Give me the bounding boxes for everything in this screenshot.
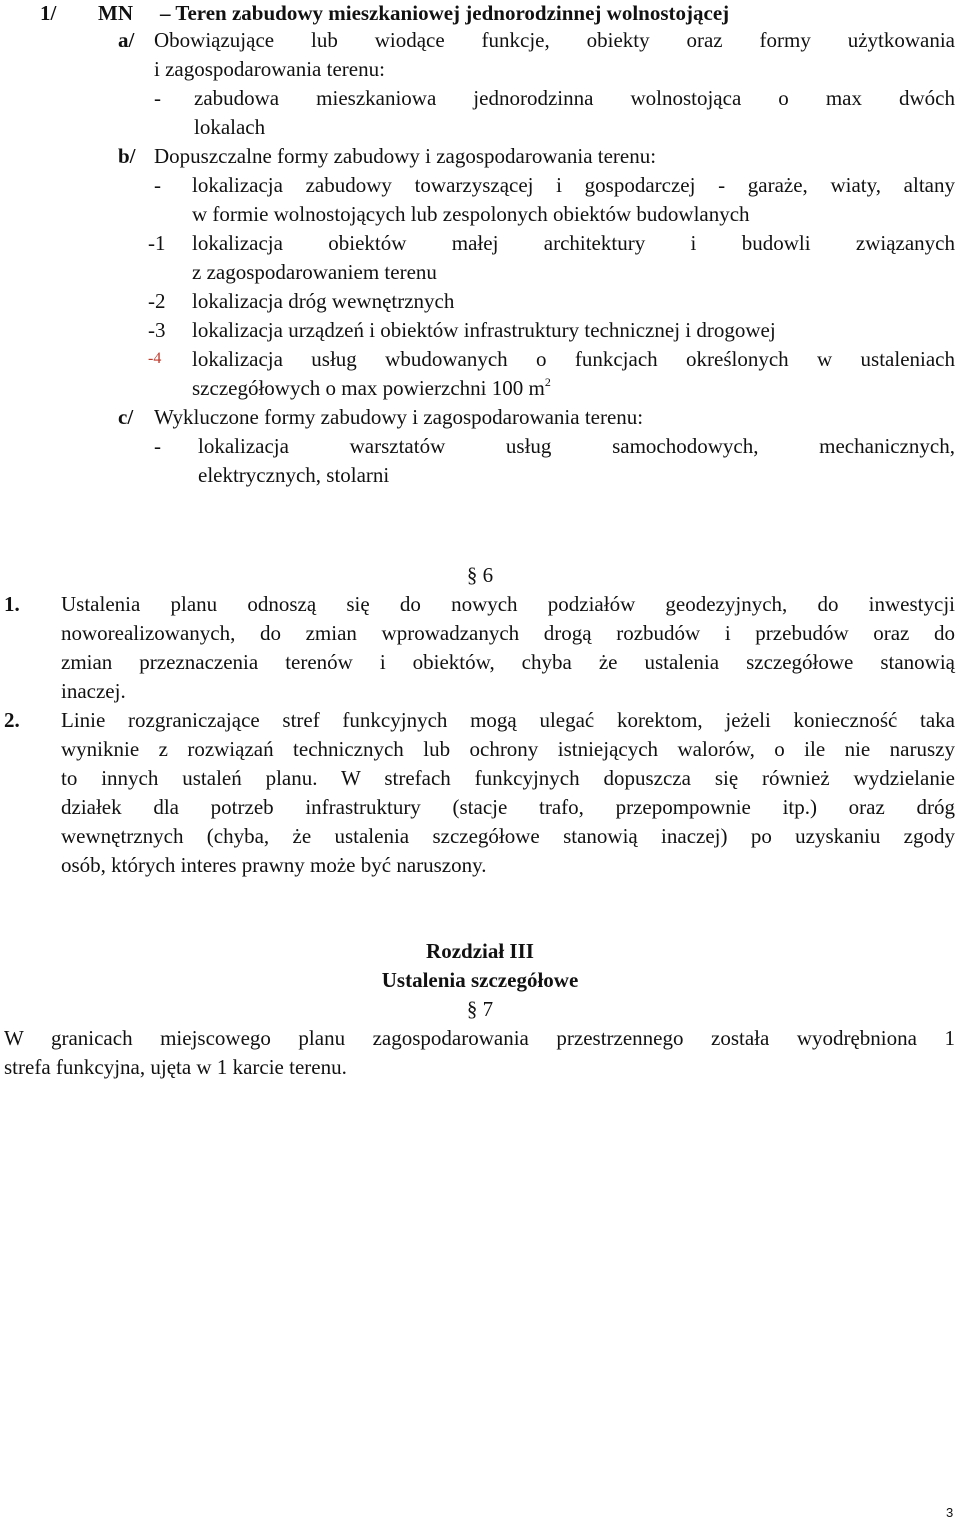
section-b-item-line1: lokalizacja obiektów małej architektury i budowli związanych (192, 231, 955, 255)
section-a-item-dash: - (154, 86, 161, 110)
zone-number: 1/ (40, 1, 57, 25)
section-b-item-marker: -1 (148, 231, 166, 255)
section-b-marker: b/ (118, 144, 136, 168)
section-b-item-marker: - (154, 173, 161, 197)
section-b-item-line2-text: szczegółowych o max powierzchni 100 m (192, 376, 545, 400)
paragraph-7-heading: § 7 (466, 997, 494, 1021)
page-number: 3 (946, 1505, 954, 1520)
section-b-item-line2 (192, 375, 551, 401)
zone-title: – Teren zabudowy mieszkaniowej jednorodzinnej wolnostojącej (160, 1, 730, 25)
section-b-heading: Dopuszczalne formy zabudowy i zagospodarowania terenu: (154, 144, 657, 168)
superscript-2: 2 (544, 375, 551, 389)
paragraph-6-point-2-line: Linie rozgraniczające stref funkcyjnych mogą ulegać korektom, jeżeli konieczność taka (61, 708, 955, 732)
section-b-item-line2: z zagospodarowaniem terenu (192, 260, 437, 284)
section-b-item-marker: -3 (148, 318, 166, 342)
section-a-marker: a/ (118, 28, 135, 52)
section-c-marker: c/ (118, 405, 134, 429)
section-c-item-line2: elektrycznych, stolarni (198, 463, 390, 487)
paragraph-6-point-1-line: Ustalenia planu odnoszą się do nowych podziałów geodezyjnych, do inwestycji (61, 592, 955, 616)
paragraph-6-point-1-line: inaczej. (61, 679, 126, 703)
paragraph-6-point-1-number: 1. (4, 592, 20, 616)
chapter-text-line1: W granicach miejscowego planu zagospodarowania przestrzennego została wyodrębniona 1 (4, 1026, 955, 1050)
section-b-item-line2: w formie wolnostojących lub zespolonych obiektów budowlanych (192, 202, 750, 226)
paragraph-6-point-1-line: zmian przeznaczenia terenów i obiektów, chyba że ustalenia szczegółowe stanowią (61, 650, 955, 674)
paragraph-6-point-2-number: 2. (4, 708, 20, 732)
section-c-heading: Wykluczone formy zabudowy i zagospodarowania terenu: (154, 405, 644, 429)
paragraph-6-point-2-line: to innych ustaleń planu. W strefach funkcyjnych dopuszcza się również wydzielanie (61, 766, 955, 790)
section-b-item-line1: lokalizacja urządzeń i obiektów infrastruktury technicznej i drogowej (192, 318, 776, 342)
zone-symbol: MN (98, 1, 133, 25)
section-b-item-line1: lokalizacja zabudowy towarzyszącej i gospodarczej - garaże, wiaty, altany (192, 173, 955, 197)
chapter-text-line2: strefa funkcyjna, ujęta w 1 karcie terenu. (4, 1055, 347, 1079)
section-c-item-line1: lokalizacja warsztatów usług samochodowych, mechanicznych, (198, 434, 955, 458)
section-c-item-dash: - (154, 434, 161, 458)
section-a-heading-line1: Obowiązujące lub wiodące funkcje, obiekty oraz formy użytkowania (154, 28, 955, 52)
section-a-heading-line2: i zagospodarowania terenu: (154, 57, 385, 81)
section-b-item-marker: -2 (148, 289, 166, 313)
paragraph-6-point-1-line: noworealizowanych, do zmian wprowadzanych drogą rozbudów i przebudów oraz do (61, 621, 955, 645)
section-b-item-line1: lokalizacja dróg wewnętrznych (192, 289, 455, 313)
chapter-subtitle: Ustalenia szczegółowe (381, 968, 579, 992)
section-a-item-line1: zabudowa mieszkaniowa jednorodzinna wolnostojąca o max dwóch (194, 86, 955, 110)
section-b-item-marker: -4 (148, 350, 162, 367)
paragraph-6-point-2-line: działek dla potrzeb infrastruktury (stacje trafo, przepompownie itp.) oraz dróg (61, 795, 955, 819)
paragraph-6-point-2-line: wewnętrznych (chyba, że ustalenia szczegółowe stanowią inaczej) po uzyskaniu zgody (61, 824, 955, 848)
section-a-item-line2: lokalach (194, 115, 266, 139)
paragraph-6-point-2-line: wyniknie z rozwiązań technicznych lub ochrony istniejących walorów, o ile nie naruszy (61, 737, 955, 761)
chapter-title: Rozdział III (426, 939, 534, 963)
paragraph-6-point-2-line: osób, których interes prawny może być naruszony. (61, 853, 487, 877)
section-b-item-line1: lokalizacja usług wbudowanych o funkcjach określonych w ustaleniach (192, 347, 955, 371)
paragraph-6-heading: § 6 (466, 563, 494, 587)
